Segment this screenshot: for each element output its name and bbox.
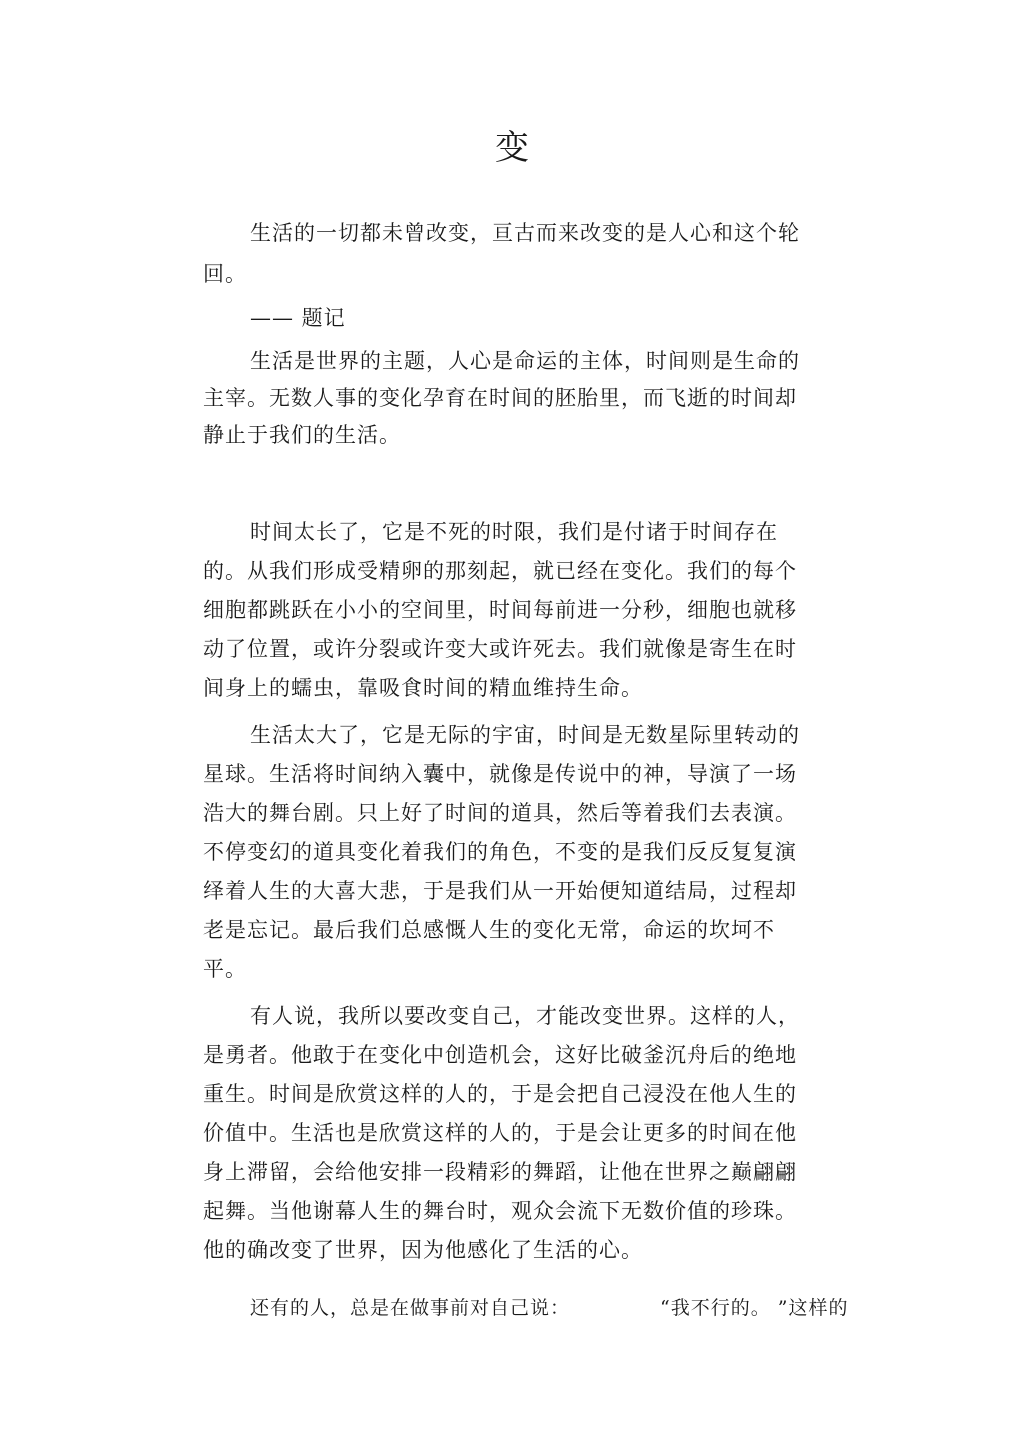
paragraph-3-text: 生活太大了，它是无际的宇宙，时间是无数星际里转动的星球。生活将时间纳入囊中，就像是传说中的神，导演了一场浩大的舞台剧。只上好了时间的道具，然后等着我们去表演。不停变幻的道具变化着我们的角色，不变的是我们反反复复演绎着人生的大喜大悲，于是我们从一开始便知道结局，过程却老是忘记。最后我们总感慨人生的变化无常，命运的坎坷不平。 <box>203 723 800 981</box>
epigraph <box>203 213 815 295</box>
paragraph-2-text: 时间太长了，它是不死的时限，我们是付诸于时间存在的。从我们形成受精卵的那刻起，就已经在变化。我们的每个细胞都跳跃在小小的空间里，时间每前进一分秒，细胞也就移动了位置，或许分裂或许变大或许死去。我们就像是寄生在时间身上的蠕虫，靠吸食时间的精血维持生命。 <box>203 520 797 700</box>
paragraph-1 <box>203 343 815 454</box>
paragraph-3 <box>203 716 815 989</box>
paragraph-5-start: 还有的人，总是在做事前对自己说： <box>250 1297 571 1319</box>
paragraph-4-text: 有人说，我所以要改变自己，才能改变世界。这样的人，是勇者。他敢于在变化中创造机会，这好比破釜沉舟后的绝地重生。时间是欣赏这样的人的，于是会把自己浸没在他人生的价值中。生活也是欣赏这样的人的，于是会让更多的时间在他身上滞留，会给他安排一段精彩的舞蹈，让他在世界之巅翩翩起舞。当他谢幕人生的舞台时，观众会流下无数价值的珍珠。他的确改变了世界，因为他感化了生活的心。 <box>203 1004 800 1262</box>
paragraph-4 <box>203 997 815 1270</box>
paragraph-1-text: 生活是世界的主题，人心是命运的主体，时间则是生命的主宰。无数人事的变化孕育在时间的胚胎里，而飞逝的时间却静止于我们的生活。 <box>203 349 800 447</box>
epigraph-attribution: —— 题记 <box>250 306 346 330</box>
document-title: 变 <box>495 128 529 168</box>
paragraph-5-quote: “我不行的。 ”这样的 <box>660 1297 849 1319</box>
paragraph-2 <box>203 513 815 708</box>
epigraph-text: 生活的一切都未曾改变，亘古而来改变的是人心和这个轮回。 <box>203 221 800 286</box>
